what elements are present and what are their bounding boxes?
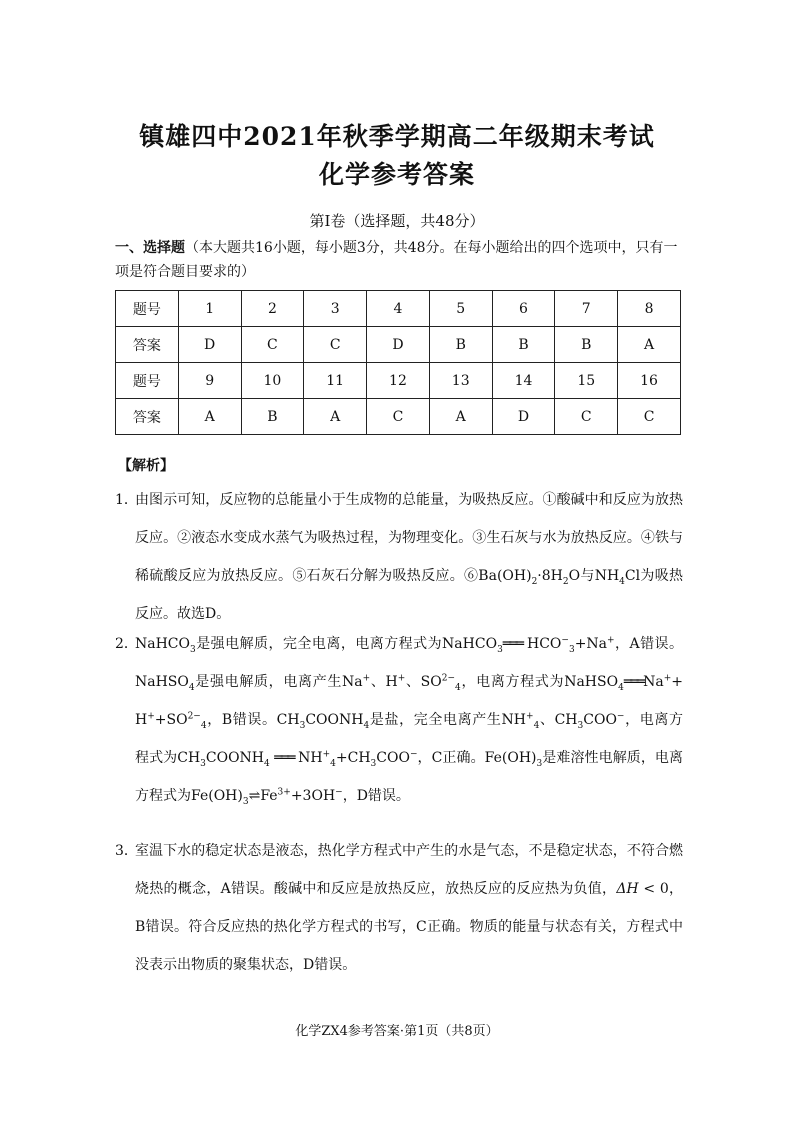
row-header-cell: 答案	[116, 399, 179, 435]
table-cell: 8	[618, 291, 681, 327]
table-cell: D	[367, 327, 430, 363]
table-cell: 16	[618, 363, 681, 399]
table-cell: 7	[555, 291, 618, 327]
table-cell: 2	[241, 291, 304, 327]
analysis-item-1	[115, 481, 683, 633]
section-desc: （本大题共16小题，每小题3分，共48分。在每小题给出的四个选项中，只有一项是符合题目要求的）	[115, 240, 678, 280]
item-number: 1．	[115, 492, 138, 508]
table-cell: 4	[367, 291, 430, 327]
table-row	[116, 399, 681, 435]
table-cell: 3	[304, 291, 367, 327]
table-row	[116, 327, 681, 363]
table-cell: A	[429, 399, 492, 435]
table-cell: C	[241, 327, 304, 363]
table-cell: 10	[241, 363, 304, 399]
row-header-cell: 题号	[116, 291, 179, 327]
volume-heading: 第Ⅰ卷（选择题，共48分）	[309, 212, 485, 230]
table-cell: C	[555, 399, 618, 435]
item-text: NaHCO$_3$是强电解质，完全电离，电离方程式为NaHCO$_3$═══ $HCO^-_3+Na^+$，A错误。NaHSO$_4$是强电解质，电离产生Na+、H+、$SO^{2-}_4$，电离方程式为NaHSO$_4$═══Na++ $H^++SO^{2-}_4$，B错误。$CH_3COONH_4$是盐，完全电离产生$NH^+_4$、$CH_3COO^-$，电离方程式为$CH_3COONH_4$ ═══ $NH^+_4+CH_3COO^-$，C正确。$Fe(OH)_3$是难溶性电解质，电离方程式为$Fe(OH)_3\rightleftharpoons Fe^{3+}+3OH^-$，D错误。	[135, 635, 684, 807]
table-cell: 1	[178, 291, 241, 327]
exam-title: 镇雄四中2021年秋季学期高二年级期末考试	[139, 122, 655, 151]
exam-subtitle: 化学参考答案	[318, 160, 475, 189]
answer-table	[115, 290, 681, 435]
table-cell: 13	[429, 363, 492, 399]
item-number: 2．	[115, 636, 138, 652]
analysis-item-3	[115, 832, 683, 984]
section-intro	[115, 236, 685, 284]
table-row	[116, 291, 681, 327]
table-cell: 5	[429, 291, 492, 327]
analysis-item-2	[115, 625, 683, 815]
row-header-cell: 答案	[116, 327, 179, 363]
table-cell: D	[178, 327, 241, 363]
table-cell: B	[555, 327, 618, 363]
table-cell: 12	[367, 363, 430, 399]
table-cell: 15	[555, 363, 618, 399]
table-cell: C	[367, 399, 430, 435]
row-header-cell: 题号	[116, 363, 179, 399]
item-number: 3．	[115, 843, 138, 859]
table-cell: B	[429, 327, 492, 363]
table-cell: C	[618, 399, 681, 435]
table-cell: B	[241, 399, 304, 435]
table-row	[116, 363, 681, 399]
table-cell: A	[304, 399, 367, 435]
item-text: 室温下水的稳定状态是液态，热化学方程式中产生的水是气态，不是稳定状态，不符合燃烧热的概念，A错误。酸碱中和反应是放热反应，放热反应的反应热为负值，ΔH < 0，B错误。符合反应热的热化学方程式的书写，C正确。物质的能量与状态有关，方程式中没表示出物质的聚集状态，D错误。	[135, 843, 683, 973]
table-cell: A	[178, 399, 241, 435]
analysis-heading: 【解析】	[118, 458, 174, 474]
table-cell: 6	[492, 291, 555, 327]
page-footer: 化学ZX4参考答案·第1页（共8页）	[295, 1024, 499, 1039]
table-cell: C	[304, 327, 367, 363]
section-label: 一、选择题	[115, 240, 185, 256]
table-cell: A	[618, 327, 681, 363]
table-cell: D	[492, 399, 555, 435]
table-cell: B	[492, 327, 555, 363]
table-cell: 14	[492, 363, 555, 399]
table-cell: 11	[304, 363, 367, 399]
item-text: 由图示可知，反应物的总能量小于生成物的总能量，为吸热反应。①酸碱中和反应为放热反应。②液态水变成水蒸气为吸热过程，为物理变化。③生石灰与水为放热反应。④铁与稀硫酸反应为放热反应。⑤石灰石分解为吸热反应。$⑥Ba(OH)_2\cdot 8H_2O$与$NH_4Cl$为吸热反应。故选D。	[135, 492, 683, 622]
table-cell: 9	[178, 363, 241, 399]
